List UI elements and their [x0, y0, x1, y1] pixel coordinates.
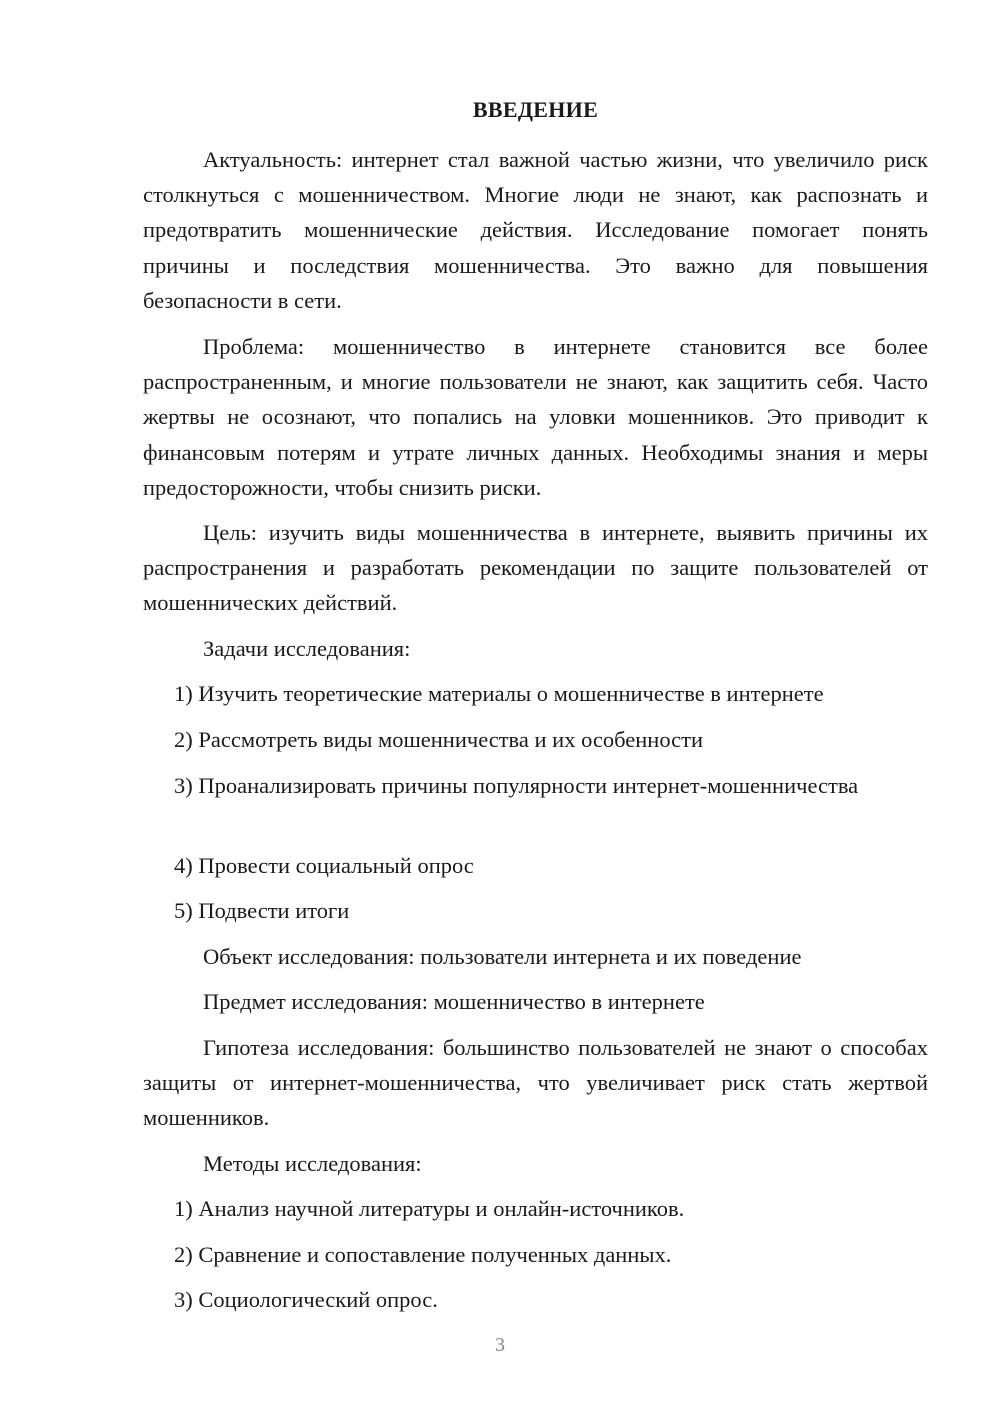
task-item-3: 3) Проанализировать причины популярности интернет-мошенничества	[174, 773, 859, 798]
goal-paragraph: Цель: изучить виды мошенничества в интернете, выявить причины их распространения и разработать рекомендации по защите пользователей от мошеннических действий.	[143, 520, 928, 616]
task-item-5: 5) Подвести итоги	[174, 898, 350, 923]
page-heading: ВВЕДЕНИЕ	[472, 97, 599, 122]
tasks-title: Задачи исследования:	[203, 636, 411, 661]
page-number: 3	[495, 1334, 505, 1356]
methods-title: Методы исследования:	[203, 1151, 422, 1176]
relevance-paragraph: Актуальность: интернет стал важной частью жизни, что увеличило риск столкнуться с мошенничеством. Многие люди не знают, как распознать и предотвратить мошеннические действия. Исследование помогает понять причины и последствия мошенничества. Это важно для повышения безопасности в сети.	[143, 147, 928, 313]
task-item-2: 2) Рассмотреть виды мошенничества и их особенности	[174, 727, 704, 752]
method-item-3: 3) Социологический опрос.	[174, 1287, 438, 1312]
method-item-1: 1) Анализ научной литературы и онлайн-источников.	[174, 1196, 685, 1221]
task-item-1: 1) Изучить теоретические материалы о мошенничестве в интернете	[174, 681, 824, 706]
subject-paragraph: Предмет исследования: мошенничество в интернете	[203, 989, 705, 1014]
object-paragraph: Объект исследования: пользователи интернета и их поведение	[203, 944, 802, 969]
hypothesis-paragraph: Гипотеза исследования: большинство пользователей не знают о способах защиты от интернет-мошенничества, что увеличивает риск стать жертвой мошенников.	[143, 1035, 928, 1131]
method-item-2: 2) Сравнение и сопоставление полученных данных.	[174, 1242, 672, 1267]
task-item-4: 4) Провести социальный опрос	[174, 853, 474, 878]
problem-paragraph: Проблема: мошенничество в интернете становится все более распространенным, и многие пользователи не знают, как защитить себя. Часто жертвы не осознают, что попались на уловки мошенников. Это приводит к финансовым потерям и утрате личных данных. Необходимы знания и меры предосторожности, чтобы снизить риски.	[143, 334, 928, 500]
